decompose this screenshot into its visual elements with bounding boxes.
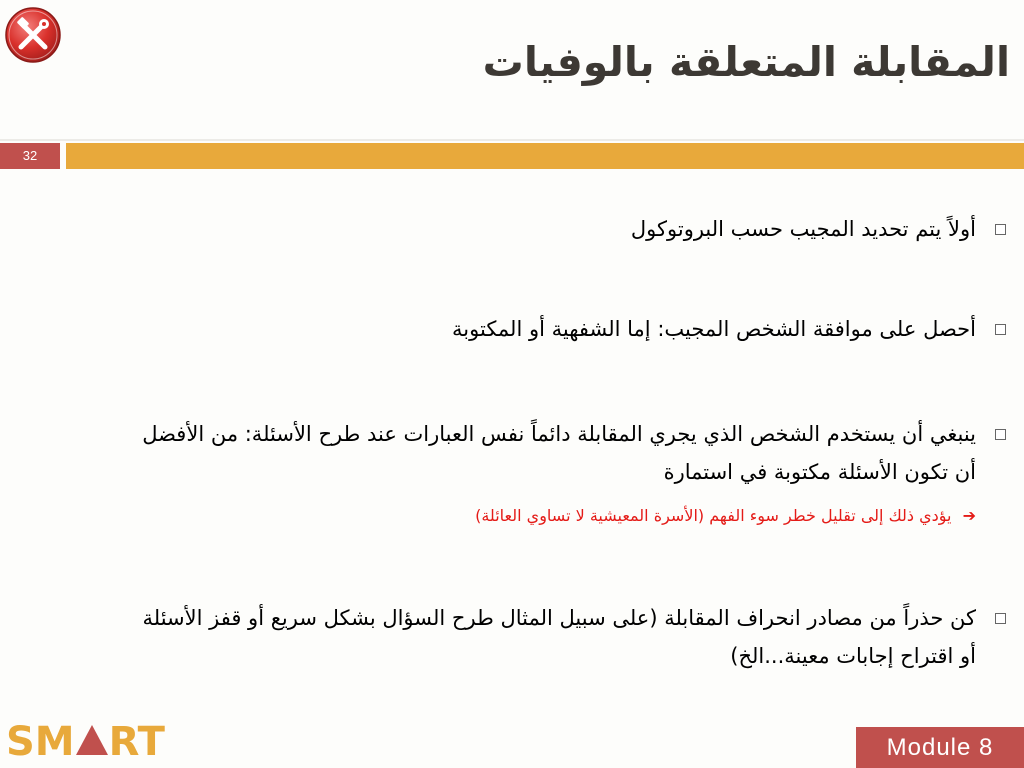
page-title: المقابلة المتعلقة بالوفيات — [482, 38, 1010, 86]
square-bullet-icon — [995, 613, 1006, 624]
bullet-text: أحصل على موافقة الشخص المجيب: إما الشفهية أو المكتوبة — [452, 317, 976, 341]
smart-logo-left: SM — [6, 719, 75, 765]
header-divider — [0, 139, 1024, 141]
smart-logo — [6, 718, 165, 766]
sub-note — [276, 501, 976, 531]
square-bullet-icon — [995, 429, 1006, 440]
tools-icon — [4, 6, 62, 64]
bullet-item — [136, 415, 976, 491]
arrow-left-icon: ➔ — [962, 506, 976, 525]
triangle-icon — [76, 725, 108, 755]
bullet-item — [136, 310, 976, 348]
module-label: Module 8 — [856, 727, 1024, 768]
smart-logo-right: RT — [108, 719, 165, 765]
bullet-text: ينبغي أن يستخدم الشخص الذي يجري المقابلة دائماً نفس العبارات عند طرح الأسئلة: من الأفضل أن تكون الأسئلة مكتوبة في استمارة — [142, 422, 976, 484]
header-accent-bar — [66, 143, 1024, 169]
square-bullet-icon — [995, 224, 1006, 235]
slide-number: 32 — [0, 143, 60, 169]
bullet-text: كن حذراً من مصادر انحراف المقابلة (على سبيل المثال طرح السؤال بشكل سريع أو قفز الأسئلة أو اقتراح إجابات معينة...الخ) — [142, 606, 976, 668]
square-bullet-icon — [995, 324, 1006, 335]
bullet-item — [136, 599, 976, 675]
bullet-item — [136, 210, 976, 248]
bullet-text: أولاً يتم تحديد المجيب حسب البروتوكول — [630, 217, 976, 241]
sub-note-text: يؤدي ذلك إلى تقليل خطر سوء الفهم (الأسرة المعيشية لا تساوي العائلة) — [475, 506, 952, 525]
